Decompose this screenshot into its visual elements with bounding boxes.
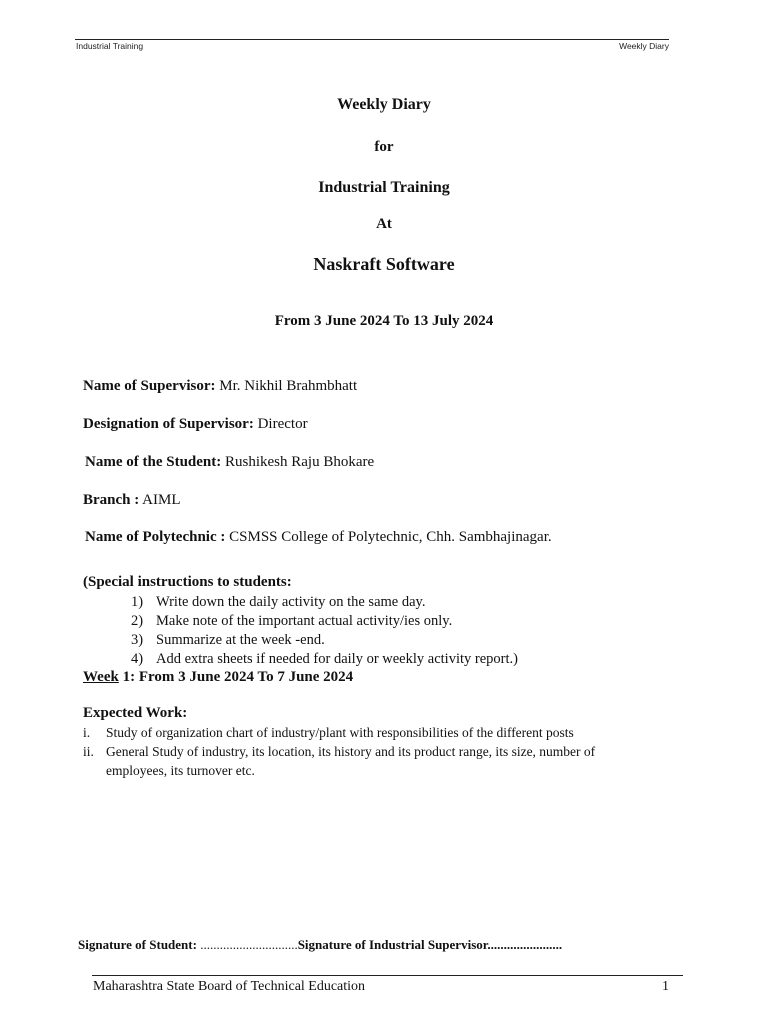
supervisor-field: [83, 378, 357, 395]
instructions-heading: (Special instructions to students:: [83, 574, 292, 590]
polytechnic-field: [85, 529, 552, 546]
instruction-text: Add extra sheets if needed for daily or weekly activity report.): [156, 651, 518, 667]
title-industrial-training: Industrial Training: [318, 179, 450, 196]
expected-work-item: [83, 744, 595, 760]
supervisor-signature-label: Signature of Industrial Supervisor.......................: [297, 937, 563, 952]
expected-work-number: i.: [83, 725, 91, 740]
supervisor-label: Name of Supervisor:: [83, 378, 216, 394]
title-at: At: [376, 216, 392, 232]
expected-work-text: General Study of industry, its location, its history and its product range, its size, number of: [106, 744, 596, 759]
student-signature-label: Signature of Student:: [78, 937, 197, 952]
student-field: [85, 454, 374, 471]
polytechnic-label: Name of Polytechnic :: [85, 529, 226, 545]
designation-field: [83, 416, 308, 433]
branch-label: Branch :: [83, 492, 140, 508]
week-heading: [83, 669, 353, 686]
footer-rule: [92, 975, 683, 976]
footer-board-name: Maharashtra State Board of Technical Education: [93, 979, 366, 994]
instruction-item: [131, 651, 518, 668]
header-rule: [75, 39, 669, 40]
expected-work-heading: Expected Work:: [83, 705, 188, 721]
expected-work-text: Study of organization chart of industry/plant with responsibilities of the different posts: [106, 725, 574, 740]
instruction-text: Summarize at the week -end.: [156, 632, 325, 648]
instruction-text: Make note of the important actual activity/ies only.: [156, 613, 453, 629]
student-label: Name of the Student:: [85, 454, 222, 470]
polytechnic-value: CSMSS College of Polytechnic, Chh. Sambhajinagar.: [225, 529, 552, 545]
week-label: Week: [83, 669, 119, 685]
header-right-text: Weekly Diary: [619, 41, 669, 51]
header-left-text: Industrial Training: [76, 41, 144, 51]
branch-field: [83, 492, 181, 509]
expected-work-continuation: employees, its turnover etc.: [106, 763, 255, 778]
student-value: Rushikesh Raju Bhokare: [221, 454, 375, 470]
expected-work-number: ii.: [83, 744, 94, 759]
instruction-number: 4): [131, 651, 144, 667]
page-number: 1: [662, 979, 669, 994]
instruction-number: 1): [131, 594, 144, 610]
instruction-item: [131, 613, 452, 630]
signature-line: [78, 937, 562, 953]
instruction-item: [131, 594, 425, 611]
designation-value: Director: [253, 416, 308, 432]
instruction-text: Write down the daily activity on the same day.: [156, 594, 426, 610]
company-name: Naskraft Software: [313, 254, 455, 274]
supervisor-value: Mr. Nikhil Brahmbhatt: [215, 378, 358, 394]
student-signature-dots: ..............................: [196, 937, 298, 952]
designation-label: Designation of Supervisor:: [83, 416, 254, 432]
expected-work-item: [83, 725, 574, 741]
instruction-number: 2): [131, 613, 144, 629]
title-weekly-diary: Weekly Diary: [337, 96, 431, 113]
branch-value: AIML: [139, 492, 181, 508]
week-range: 1: From 3 June 2024 To 7 June 2024: [118, 669, 354, 685]
instruction-number: 3): [131, 632, 144, 648]
title-for: for: [374, 139, 394, 155]
instruction-item: [131, 632, 325, 649]
training-period: From 3 June 2024 To 13 July 2024: [274, 313, 494, 329]
